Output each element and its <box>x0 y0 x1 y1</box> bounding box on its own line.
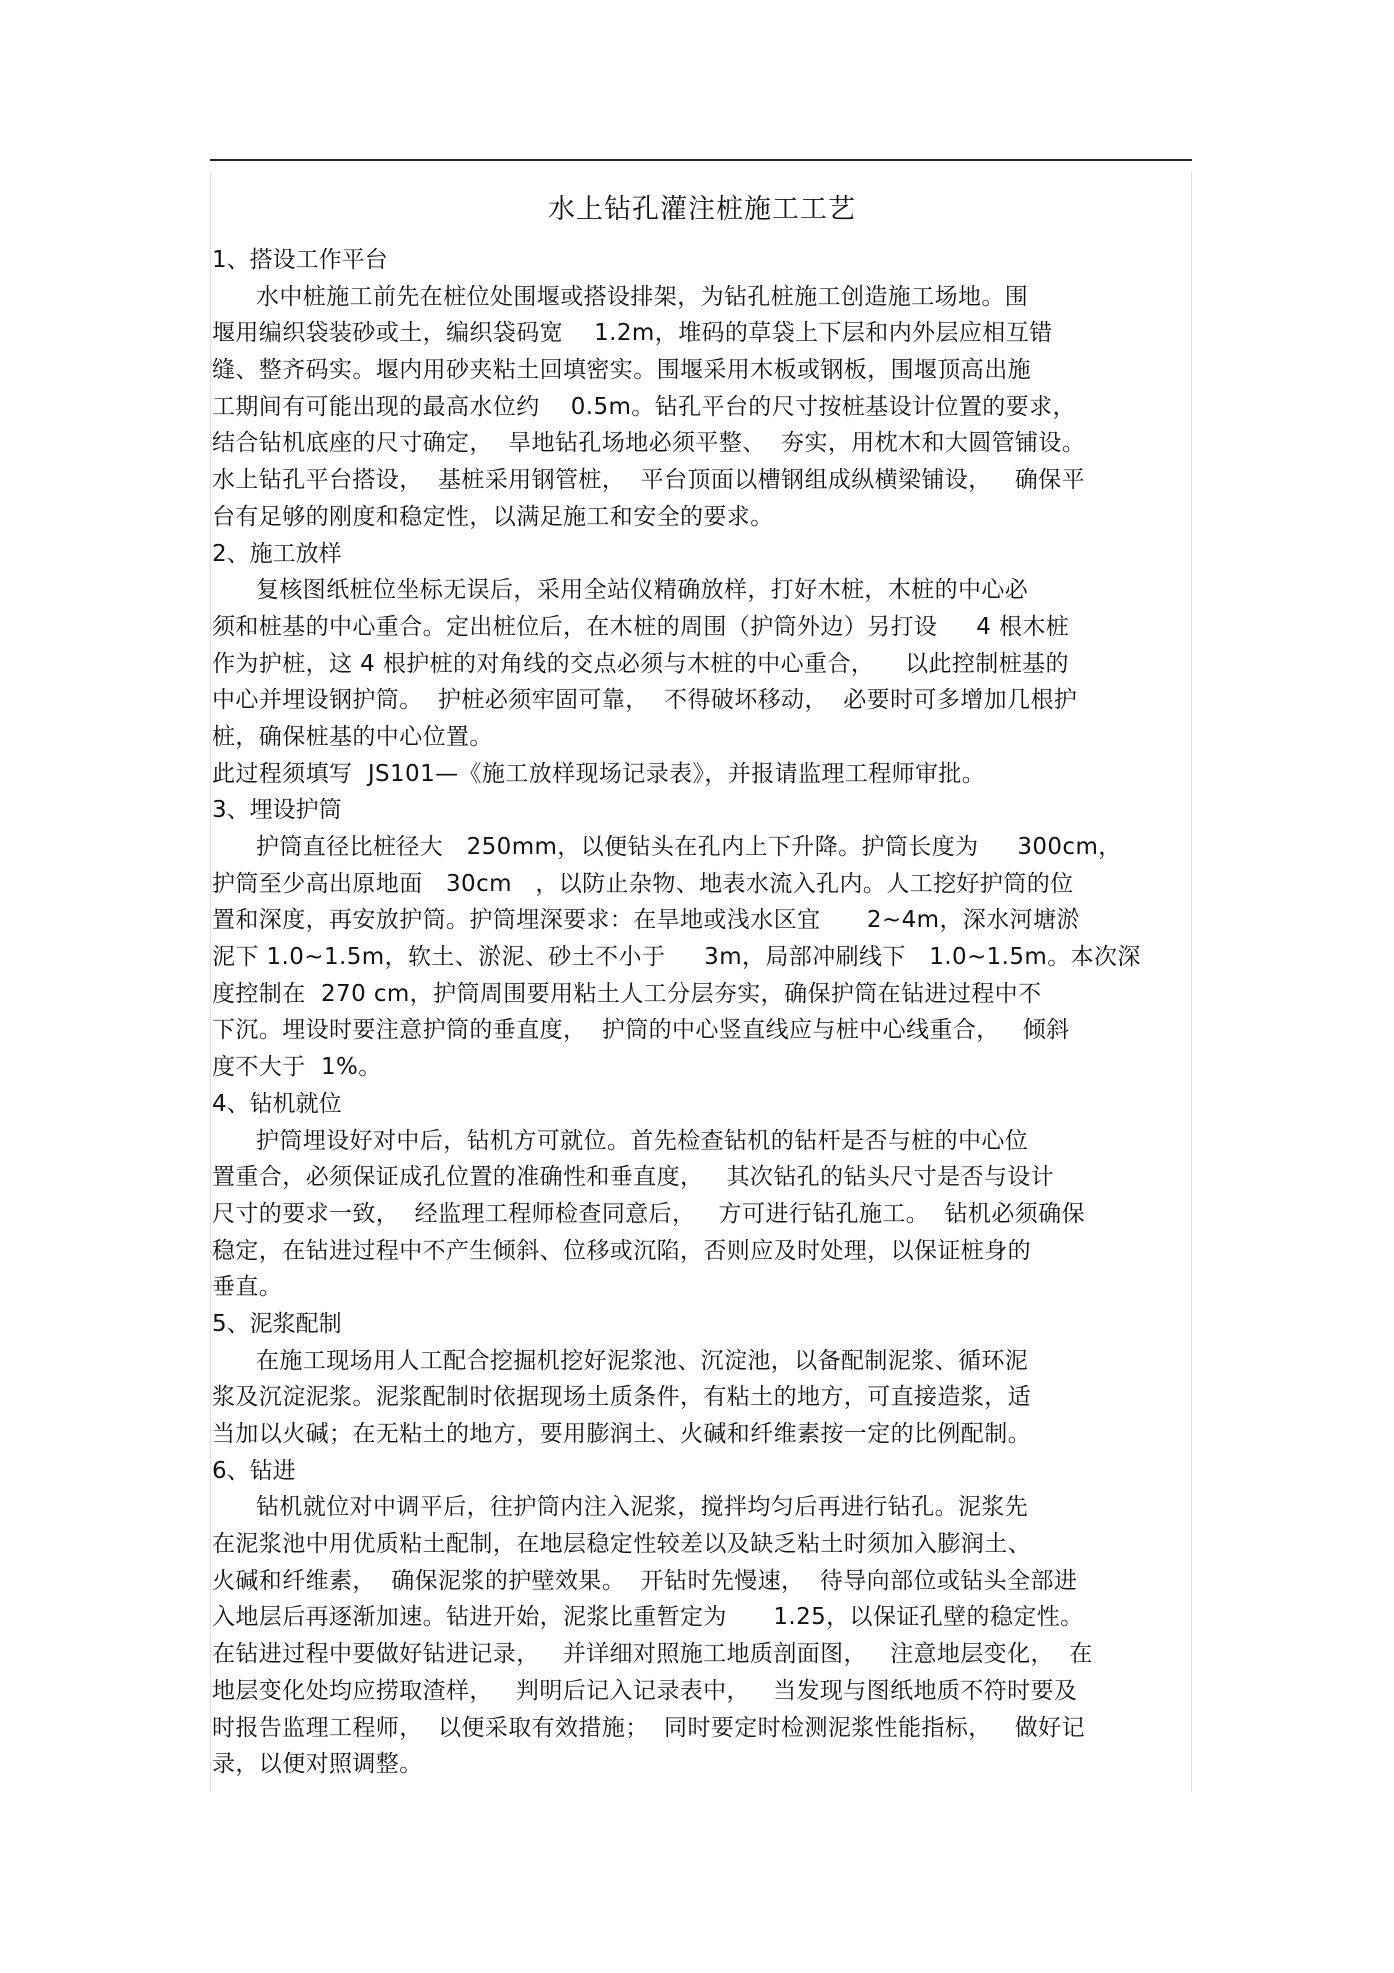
document-body <box>212 186 1192 1783</box>
paragraph-line: 时报告监理工程师， 以便采取有效措施； 同时要定时检测泥浆性能指标， 做好记 <box>212 1714 1085 1741</box>
paragraph-line: 泥下 1.0~1.5m，软土、淤泥、砂土不小于 3m，局部冲刷线下 1.0~1.5m。本次深 <box>212 944 1141 971</box>
paragraph-line: 此过程须填写 JS101—《施工放样现场记录表》，并报请监理工程师审批。 <box>212 760 986 787</box>
paragraph-line: 护筒至少高出原地面 30cm ，以防止杂物、地表水流入孔内。人工挖好护筒的位 <box>212 870 1074 897</box>
section-heading: 5、泥浆配制 <box>212 1310 342 1337</box>
paragraph-first-line: 在施工现场用人工配合挖掘机挖好泥浆池、沉淀池，以备配制泥浆、循环泥 <box>256 1347 1029 1374</box>
paragraph-line: 置和深度，再安放护筒。护筒埋深要求：在旱地或浅水区宜 2~4m，深水河塘淤 <box>212 907 1080 934</box>
paragraph-line: 堰用编织袋装砂或土，编织袋码宽 1.2m，堆码的草袋上下层和内外层应相互错 <box>212 320 1053 347</box>
paragraph-first-line: 水中桩施工前先在桩位处围堰或搭设排架，为钻孔桩施工创造施工场地。围 <box>256 283 1029 310</box>
paragraph-line: 缝、整齐码实。堰内用砂夹粘土回填密实。围堰采用木板或钢板，围堰顶高出施 <box>212 357 1031 384</box>
paragraph-line: 垂直。 <box>212 1274 283 1301</box>
paragraph-line: 当加以火碱；在无粘土的地方，要用膨润土、火碱和纤维素按一定的比例配制。 <box>212 1421 1031 1447</box>
sections-container <box>212 242 1192 1783</box>
section-heading: 4、钻机就位 <box>212 1090 342 1117</box>
paragraph-line: 尺寸的要求一致， 经监理工程师检查同意后， 方可进行钻孔施工。 钻机必须确保 <box>212 1200 1085 1227</box>
paragraph-line: 作为护桩，这 4 根护桩的对角线的交点必须与木桩的中心重合， 以此控制桩基的 <box>212 650 1069 677</box>
paragraph-line: 在泥浆池中用优质粘土配制，在地层稳定性较差以及缺乏粘土时须加入膨润土、 <box>212 1531 1031 1558</box>
paragraph-line: 度不大于 1%。 <box>212 1054 382 1081</box>
paragraph-line: 火碱和纤维素， 确保泥浆的护壁效果。 开钻时先慢速， 待导向部位或钻头全部进 <box>212 1567 1078 1594</box>
section-heading: 3、埋设护筒 <box>212 797 342 824</box>
paragraph-line: 置重合，必须保证成孔位置的准确性和垂直度， 其次钻孔的钻头尺寸是否与设计 <box>212 1164 1055 1191</box>
paragraph-line: 结合钻机底座的尺寸确定， 旱地钻孔场地必须平整、 夯实，用枕木和大圆管铺设。 <box>212 430 1086 457</box>
paragraph-first-line: 钻机就位对中调平后，往护筒内注入泥浆，搅拌均匀后再进行钻孔。泥浆先 <box>256 1494 1029 1521</box>
paragraph-line: 稳定，在钻进过程中不产生倾斜、位移或沉陷，否则应及时处理，以保证桩身的 <box>212 1237 1031 1264</box>
document-title: 水上钻孔灌注桩施工工艺 <box>548 194 856 225</box>
header-rule <box>210 159 1192 161</box>
section-heading: 6、钻进 <box>212 1457 296 1484</box>
paragraph-line: 台有足够的刚度和稳定性，以满足施工和安全的要求。 <box>212 503 774 530</box>
paragraph-line: 地层变化处均应捞取渣样， 判明后记入记录表中， 当发现与图纸地质不符时要及 <box>212 1677 1078 1704</box>
paragraph-first-line: 护筒埋设好对中后，钻机方可就位。首先检查钻机的钻杆是否与桩的中心位 <box>256 1127 1029 1154</box>
paragraph-line: 须和桩基的中心重合。定出桩位后，在木桩的周围（护筒外边）另打设 4 根木桩 <box>212 613 1070 640</box>
paragraph-line: 入地层后再逐渐加速。钻进开始，泥浆比重暂定为 1.25，以保证孔壁的稳定性。 <box>212 1604 1084 1631</box>
section-heading: 1、搭设工作平台 <box>212 247 388 273</box>
paragraph-line: 浆及沉淀泥浆。泥浆配制时依据现场土质条件，有粘土的地方，可直接造浆，适 <box>212 1384 1031 1411</box>
paragraph-line: 度控制在 270 cm，护筒周围要用粘土人工分层夯实，确保护筒在钻进过程中不 <box>212 980 1042 1007</box>
section-heading: 2、施工放样 <box>212 540 342 567</box>
paragraph-line: 水上钻孔平台搭设， 基桩采用钢管桩， 平台顶面以槽钢组成纵横梁铺设， 确保平 <box>212 467 1085 494</box>
paragraph-line: 中心并埋设钢护筒。 护桩必须牢固可靠， 不得破坏移动， 必要时可多增加几根护 <box>212 687 1078 714</box>
paragraph-line: 下沉。埋设时要注意护筒的垂直度， 护筒的中心竖直线应与桩中心线重合， 倾斜 <box>212 1017 1070 1044</box>
paragraph-first-line: 护筒直径比桩径大 250mm，以便钻头在孔内上下升降。护筒长度为 300cm， <box>256 834 1122 860</box>
paragraph-line: 工期间有可能出现的最高水位约 0.5m。钻孔平台的尺寸按桩基设计位置的要求， <box>212 393 1076 420</box>
paragraph-line: 在钻进过程中要做好钻进记录， 并详细对照施工地质剖面图， 注意地层变化， 在 <box>212 1641 1093 1668</box>
paragraph-first-line: 复核图纸桩位坐标无误后，采用全站仪精确放样，打好木桩，木桩的中心必 <box>256 577 1029 604</box>
paragraph-line: 录，以便对照调整。 <box>212 1751 423 1778</box>
paragraph-line: 桩，确保桩基的中心位置。 <box>212 723 493 750</box>
